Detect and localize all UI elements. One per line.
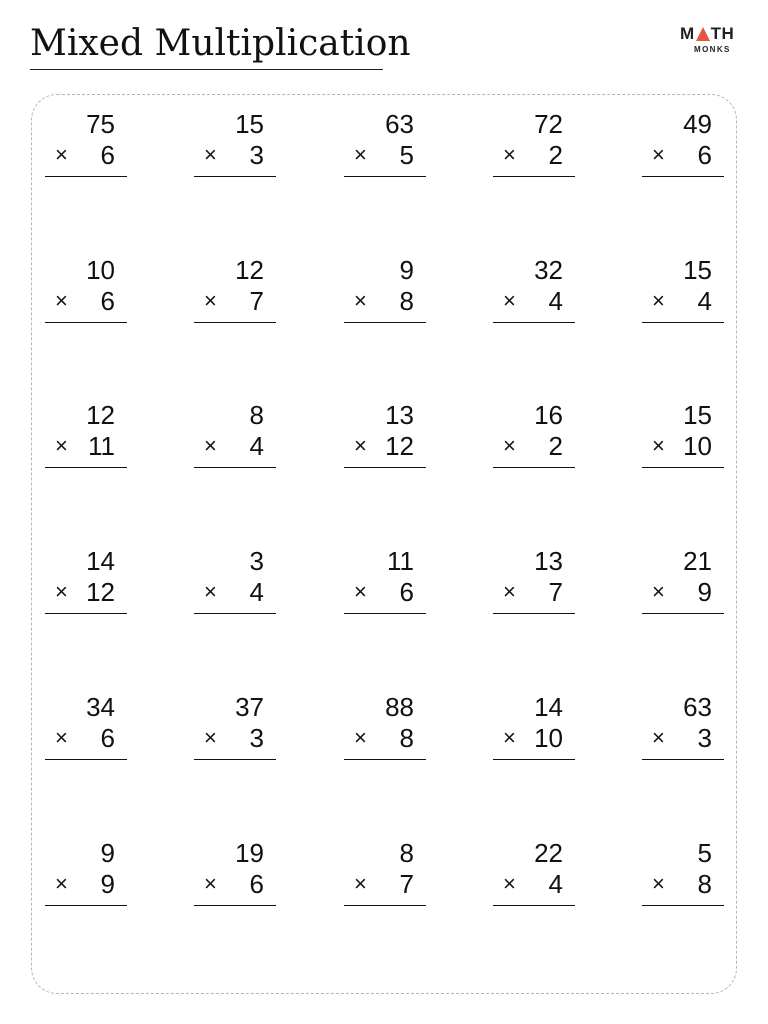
multiplicand: 9 (100, 838, 115, 868)
multiplier: 6 (100, 723, 115, 753)
multiplicand: 63 (683, 692, 712, 722)
answer-line (45, 613, 127, 614)
multiplier: 6 (399, 577, 414, 607)
logo-text-m: M (680, 24, 695, 43)
multiplicand: 15 (683, 400, 712, 430)
answer-line (642, 176, 724, 177)
answer-line (344, 613, 426, 614)
multiply-sign-icon: × (55, 433, 68, 458)
multiplier: 10 (534, 723, 563, 753)
multiply-sign-icon: × (354, 871, 367, 896)
multiplicand: 13 (534, 546, 563, 576)
problem-23 (344, 692, 426, 768)
problem-18 (344, 546, 426, 622)
multiplicand: 12 (86, 400, 115, 430)
multiplier: 6 (249, 869, 264, 899)
multiplicand: 88 (385, 692, 414, 722)
logo-text-th: TH (710, 24, 735, 43)
answer-line (194, 905, 276, 906)
multiply-sign-icon: × (652, 725, 665, 750)
multiplicand: 72 (534, 109, 563, 139)
multiplicand: 21 (683, 546, 712, 576)
multiplicand: 3 (249, 546, 264, 576)
multiplicand: 15 (235, 109, 264, 139)
multiplier: 7 (548, 577, 563, 607)
multiply-sign-icon: × (503, 142, 516, 167)
answer-line (493, 905, 575, 906)
multiplier: 6 (100, 286, 115, 316)
answer-line (344, 176, 426, 177)
answer-line (194, 322, 276, 323)
multiply-sign-icon: × (503, 871, 516, 896)
problem-9 (493, 255, 575, 331)
multiply-sign-icon: × (652, 288, 665, 313)
problem-21 (45, 692, 127, 768)
multiplicand: 14 (86, 546, 115, 576)
answer-line (642, 759, 724, 760)
problem-22 (194, 692, 276, 768)
multiplier: 2 (548, 140, 563, 170)
problem-3 (344, 109, 426, 185)
multiply-sign-icon: × (204, 433, 217, 458)
multiply-sign-icon: × (354, 579, 367, 604)
multiply-sign-icon: × (354, 142, 367, 167)
multiplicand: 8 (249, 400, 264, 430)
problem-11 (45, 400, 127, 476)
multiply-sign-icon: × (503, 579, 516, 604)
answer-line (493, 613, 575, 614)
multiply-sign-icon: × (652, 579, 665, 604)
multiplicand: 13 (385, 400, 414, 430)
problem-26 (45, 838, 127, 914)
multiplicand: 32 (534, 255, 563, 285)
multiply-sign-icon: × (55, 142, 68, 167)
answer-line (194, 467, 276, 468)
multiply-sign-icon: × (204, 579, 217, 604)
multiplier: 9 (697, 577, 712, 607)
multiplier: 4 (548, 869, 563, 899)
multiplicand: 19 (235, 838, 264, 868)
problem-15 (642, 400, 724, 476)
multiplicand: 12 (235, 255, 264, 285)
problem-4 (493, 109, 575, 185)
multiplicand: 10 (86, 255, 115, 285)
multiplier: 11 (88, 431, 115, 461)
answer-line (493, 176, 575, 177)
multiplicand: 11 (387, 546, 414, 576)
answer-line (642, 905, 724, 906)
multiplier: 4 (249, 431, 264, 461)
multiply-sign-icon: × (204, 288, 217, 313)
multiplicand: 49 (683, 109, 712, 139)
multiply-sign-icon: × (503, 433, 516, 458)
multiplicand: 37 (235, 692, 264, 722)
multiplicand: 9 (399, 255, 414, 285)
problem-25 (642, 692, 724, 768)
problem-6 (45, 255, 127, 331)
problem-17 (194, 546, 276, 622)
multiplier: 9 (100, 869, 115, 899)
multiplicand: 22 (534, 838, 563, 868)
answer-line (344, 322, 426, 323)
multiply-sign-icon: × (204, 725, 217, 750)
multiplier: 12 (385, 431, 414, 461)
multiplier: 12 (86, 577, 115, 607)
multiply-sign-icon: × (652, 871, 665, 896)
multiplier: 8 (399, 723, 414, 753)
problem-19 (493, 546, 575, 622)
multiplier: 7 (249, 286, 264, 316)
multiplier: 6 (697, 140, 712, 170)
problem-14 (493, 400, 575, 476)
problem-27 (194, 838, 276, 914)
answer-line (642, 613, 724, 614)
answer-line (344, 467, 426, 468)
multiplier: 4 (697, 286, 712, 316)
problem-16 (45, 546, 127, 622)
multiply-sign-icon: × (204, 142, 217, 167)
problem-12 (194, 400, 276, 476)
answer-line (642, 322, 724, 323)
multiplicand: 63 (385, 109, 414, 139)
multiplier: 6 (100, 140, 115, 170)
answer-line (344, 905, 426, 906)
multiply-sign-icon: × (354, 433, 367, 458)
problem-24 (493, 692, 575, 768)
answer-line (45, 322, 127, 323)
multiplicand: 8 (399, 838, 414, 868)
problem-29 (493, 838, 575, 914)
multiplicand: 5 (697, 838, 712, 868)
multiply-sign-icon: × (503, 288, 516, 313)
multiply-sign-icon: × (652, 142, 665, 167)
multiply-sign-icon: × (354, 725, 367, 750)
multiplier: 8 (697, 869, 712, 899)
answer-line (45, 759, 127, 760)
problem-1 (45, 109, 127, 185)
answer-line (45, 905, 127, 906)
multiplier: 7 (399, 869, 414, 899)
answer-line (344, 759, 426, 760)
multiply-sign-icon: × (204, 871, 217, 896)
problem-28 (344, 838, 426, 914)
multiplicand: 14 (534, 692, 563, 722)
logo-triangle-icon (696, 27, 710, 41)
multiplier: 2 (548, 431, 563, 461)
multiplicand: 34 (86, 692, 115, 722)
multiplier: 8 (399, 286, 414, 316)
multiply-sign-icon: × (55, 725, 68, 750)
answer-line (493, 322, 575, 323)
answer-line (45, 467, 127, 468)
multiplier: 3 (249, 140, 264, 170)
problem-8 (344, 255, 426, 331)
math-monks-logo (680, 24, 742, 58)
answer-line (642, 467, 724, 468)
title-underline (30, 69, 383, 70)
multiply-sign-icon: × (354, 288, 367, 313)
multiplier: 3 (697, 723, 712, 753)
multiplier: 10 (683, 431, 712, 461)
problem-20 (642, 546, 724, 622)
problem-13 (344, 400, 426, 476)
multiplicand: 15 (683, 255, 712, 285)
problem-10 (642, 255, 724, 331)
logo-text-monks: MONKS (694, 45, 731, 54)
multiply-sign-icon: × (55, 579, 68, 604)
worksheet-title: Mixed Multiplication (30, 23, 411, 64)
answer-line (194, 613, 276, 614)
multiplier: 5 (399, 140, 414, 170)
multiply-sign-icon: × (503, 725, 516, 750)
problem-30 (642, 838, 724, 914)
multiplicand: 16 (534, 400, 563, 430)
multiplier: 3 (249, 723, 264, 753)
problem-2 (194, 109, 276, 185)
multiply-sign-icon: × (55, 871, 68, 896)
problem-7 (194, 255, 276, 331)
multiplier: 4 (249, 577, 264, 607)
multiply-sign-icon: × (652, 433, 665, 458)
answer-line (45, 176, 127, 177)
answer-line (194, 176, 276, 177)
multiplicand: 75 (86, 109, 115, 139)
answer-line (493, 759, 575, 760)
problem-5 (642, 109, 724, 185)
answer-line (493, 467, 575, 468)
multiplier: 4 (548, 286, 563, 316)
multiply-sign-icon: × (55, 288, 68, 313)
answer-line (194, 759, 276, 760)
